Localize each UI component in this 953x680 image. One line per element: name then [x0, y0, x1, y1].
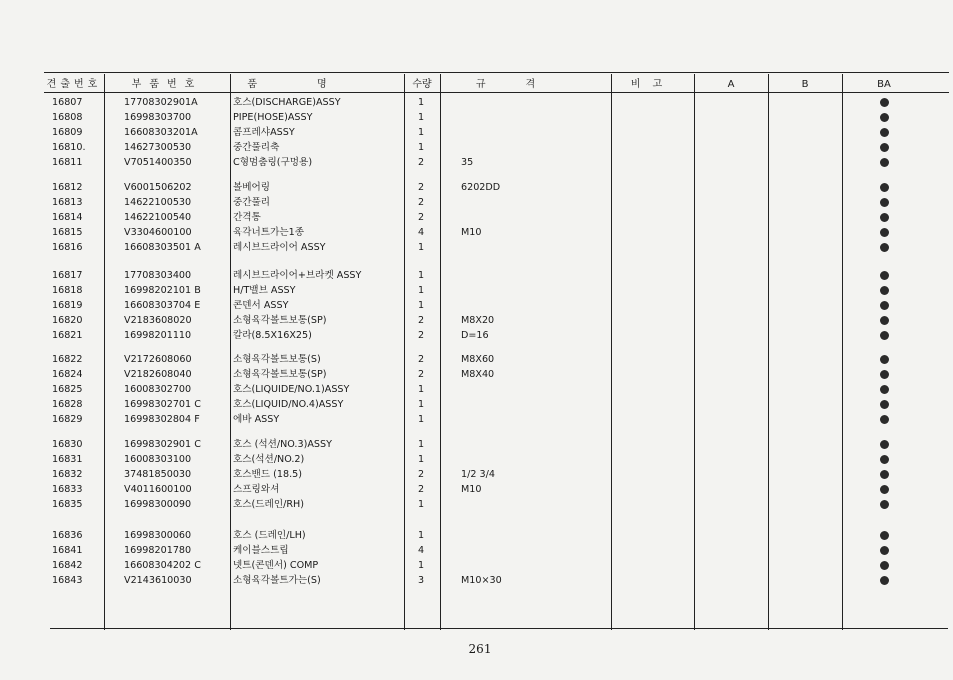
- row-number: 16821: [52, 330, 83, 341]
- row-part-number: 14627300530: [124, 142, 192, 153]
- row-spec: M8X40: [461, 369, 495, 380]
- row-part-name: 호스(LIQUID/NO.4)ASSY: [233, 399, 344, 410]
- row-number: 16812: [52, 182, 83, 193]
- row-number: 16813: [52, 197, 83, 208]
- ba-applicable-dot-icon: [880, 576, 889, 585]
- row-spec: 1/2 3/4: [461, 469, 495, 480]
- row-number: 16836: [52, 530, 83, 541]
- row-quantity: 2: [418, 330, 425, 341]
- header-ba: BA: [877, 79, 891, 90]
- row-quantity: 1: [418, 454, 425, 465]
- ba-applicable-dot-icon: [880, 415, 889, 424]
- row-quantity: 1: [418, 285, 425, 296]
- col-divider: [230, 74, 231, 630]
- row-part-number: 16998202101 B: [124, 285, 201, 296]
- ba-applicable-dot-icon: [880, 531, 889, 540]
- header-no: 견출번호: [46, 79, 102, 90]
- header-part-number: 부품번호: [131, 79, 203, 90]
- ba-applicable-dot-icon: [880, 355, 889, 364]
- row-spec: M8X60: [461, 354, 495, 365]
- row-quantity: 1: [418, 399, 425, 410]
- row-number: 16828: [52, 399, 83, 410]
- row-number: 16835: [52, 499, 83, 510]
- row-number: 16809: [52, 127, 83, 138]
- row-quantity: 1: [418, 384, 425, 395]
- header-spec: 규격: [475, 79, 576, 90]
- row-number: 16816: [52, 242, 83, 253]
- ba-applicable-dot-icon: [880, 455, 889, 464]
- row-spec: D=16: [461, 330, 489, 341]
- row-part-name: 에바 ASSY: [233, 414, 280, 425]
- row-part-name: 소형육각볼트보통(SP): [233, 369, 327, 380]
- ba-applicable-dot-icon: [880, 271, 889, 280]
- row-part-number: 16008303100: [124, 454, 192, 465]
- row-number: 16820: [52, 315, 83, 326]
- col-divider: [842, 74, 843, 630]
- row-part-name: 호스 (석션/NO.3)ASSY: [233, 439, 332, 450]
- row-part-number: V2172608060: [124, 354, 192, 365]
- row-quantity: 2: [418, 369, 425, 380]
- row-part-number: 14622100530: [124, 197, 192, 208]
- table-bottom-rule: [50, 628, 948, 629]
- row-part-number: 16998300090: [124, 499, 192, 510]
- row-part-number: V7051400350: [124, 157, 192, 168]
- row-part-name: 레시브드라이어 ASSY: [233, 242, 326, 253]
- row-part-number: 16998300060: [124, 530, 192, 541]
- row-part-number: 16008302700: [124, 384, 192, 395]
- ba-applicable-dot-icon: [880, 301, 889, 310]
- ba-applicable-dot-icon: [880, 113, 889, 122]
- row-part-name: 넷트(콘덴서) COMP: [233, 560, 319, 571]
- table-top-rule: [44, 72, 949, 73]
- col-divider: [440, 74, 441, 630]
- row-part-number: 16608303704 E: [124, 300, 201, 311]
- row-spec: 6202DD: [461, 182, 501, 193]
- row-part-name: 육각너트가는1종: [233, 227, 304, 238]
- row-part-number: 16998302804 F: [124, 414, 200, 425]
- row-spec: M10: [461, 227, 482, 238]
- row-quantity: 2: [418, 182, 425, 193]
- row-quantity: 1: [418, 300, 425, 311]
- row-part-number: 16998303700: [124, 112, 192, 123]
- row-part-name: 볼베어링: [233, 182, 271, 193]
- row-number: 16833: [52, 484, 83, 495]
- page-number: 261: [468, 642, 492, 656]
- ba-applicable-dot-icon: [880, 198, 889, 207]
- row-spec: M8X20: [461, 315, 495, 326]
- row-part-number: 16608303201A: [124, 127, 198, 138]
- row-part-name: 콘덴서 ASSY: [233, 300, 289, 311]
- row-quantity: 1: [418, 560, 425, 571]
- row-quantity: 1: [418, 97, 425, 108]
- row-number: 16814: [52, 212, 83, 223]
- header-quantity: 수량: [412, 79, 432, 90]
- row-part-number: 37481850030: [124, 469, 192, 480]
- row-part-name: 호스(DISCHARGE)ASSY: [233, 97, 341, 108]
- row-quantity: 3: [418, 575, 425, 586]
- row-quantity: 1: [418, 499, 425, 510]
- header-remark: 비고: [630, 79, 675, 90]
- row-part-name: 콤프레샤ASSY: [233, 127, 295, 138]
- row-quantity: 4: [418, 227, 425, 238]
- row-number: 16810.: [52, 142, 86, 153]
- row-part-name: 호스(드레인/RH): [233, 499, 304, 510]
- row-quantity: 1: [418, 242, 425, 253]
- row-number: 16822: [52, 354, 83, 365]
- header-bottom-rule: [44, 92, 949, 93]
- ba-applicable-dot-icon: [880, 183, 889, 192]
- row-spec: M10×30: [461, 575, 502, 586]
- ba-applicable-dot-icon: [880, 500, 889, 509]
- row-number: 16811: [52, 157, 83, 168]
- row-part-number: 16608303501 A: [124, 242, 201, 253]
- row-number: 16842: [52, 560, 83, 571]
- row-number: 16808: [52, 112, 83, 123]
- row-quantity: 1: [418, 414, 425, 425]
- row-part-number: 17708302901A: [124, 97, 198, 108]
- row-part-number: V2143610030: [124, 575, 192, 586]
- ba-applicable-dot-icon: [880, 143, 889, 152]
- ba-applicable-dot-icon: [880, 440, 889, 449]
- row-part-name: 소형육각볼트가는(S): [233, 575, 321, 586]
- row-number: 16841: [52, 545, 83, 556]
- row-part-name: C형멈춤링(구멍용): [233, 157, 313, 168]
- row-part-name: 중간풀리축: [233, 142, 280, 153]
- row-quantity: 1: [418, 530, 425, 541]
- row-part-name: 호스 (드레인/LH): [233, 530, 306, 541]
- row-part-number: 16998201780: [124, 545, 192, 556]
- ba-applicable-dot-icon: [880, 561, 889, 570]
- ba-applicable-dot-icon: [880, 158, 889, 167]
- row-part-number: 16998302901 C: [124, 439, 201, 450]
- row-part-name: 호스밴드 (18.5): [233, 469, 302, 480]
- row-quantity: 2: [418, 315, 425, 326]
- row-part-name: 호스(석션/NO.2): [233, 454, 305, 465]
- ba-applicable-dot-icon: [880, 370, 889, 379]
- ba-applicable-dot-icon: [880, 228, 889, 237]
- row-number: 16843: [52, 575, 83, 586]
- ba-applicable-dot-icon: [880, 470, 889, 479]
- header-b: B: [801, 79, 809, 90]
- ba-applicable-dot-icon: [880, 98, 889, 107]
- ba-applicable-dot-icon: [880, 485, 889, 494]
- row-part-name: 간격통: [233, 212, 261, 223]
- row-quantity: 2: [418, 212, 425, 223]
- row-quantity: 2: [418, 197, 425, 208]
- col-divider: [104, 74, 105, 630]
- row-part-name: 레시브드라이어+브라켓 ASSY: [233, 270, 362, 281]
- row-part-name: 호스(LIQUIDE/NO.1)ASSY: [233, 384, 350, 395]
- row-part-number: V2183608020: [124, 315, 192, 326]
- row-number: 16818: [52, 285, 83, 296]
- col-divider: [404, 74, 405, 630]
- row-quantity: 2: [418, 354, 425, 365]
- row-quantity: 1: [418, 270, 425, 281]
- row-number: 16807: [52, 97, 83, 108]
- row-number: 16815: [52, 227, 83, 238]
- col-divider: [768, 74, 769, 630]
- ba-applicable-dot-icon: [880, 316, 889, 325]
- ba-applicable-dot-icon: [880, 331, 889, 340]
- row-quantity: 4: [418, 545, 425, 556]
- col-divider: [694, 74, 695, 630]
- ba-applicable-dot-icon: [880, 286, 889, 295]
- row-part-name: 소형육각볼트보통(SP): [233, 315, 327, 326]
- row-part-number: 16608304202 C: [124, 560, 201, 571]
- row-number: 16824: [52, 369, 83, 380]
- row-quantity: 1: [418, 127, 425, 138]
- row-quantity: 1: [418, 142, 425, 153]
- row-part-name: PIPE(HOSE)ASSY: [233, 112, 313, 123]
- row-part-number: 14622100540: [124, 212, 192, 223]
- row-number: 16832: [52, 469, 83, 480]
- row-part-number: 16998201110: [124, 330, 192, 341]
- row-quantity: 2: [418, 157, 425, 168]
- row-part-name: 칼라(8.5X16X25): [233, 330, 312, 341]
- ba-applicable-dot-icon: [880, 385, 889, 394]
- ba-applicable-dot-icon: [880, 400, 889, 409]
- ba-applicable-dot-icon: [880, 243, 889, 252]
- row-part-number: V3304600100: [124, 227, 192, 238]
- row-number: 16830: [52, 439, 83, 450]
- row-quantity: 1: [418, 439, 425, 450]
- ba-applicable-dot-icon: [880, 213, 889, 222]
- row-part-name: 케이블스트립: [233, 545, 289, 556]
- row-number: 16829: [52, 414, 83, 425]
- row-part-name: 중간풀리: [233, 197, 271, 208]
- row-quantity: 1: [418, 112, 425, 123]
- col-divider: [611, 74, 612, 630]
- row-part-number: V6001506202: [124, 182, 192, 193]
- ba-applicable-dot-icon: [880, 128, 889, 137]
- row-spec: 35: [461, 157, 474, 168]
- row-part-number: V2182608040: [124, 369, 192, 380]
- row-part-name: H/T밸브 ASSY: [233, 285, 296, 296]
- row-number: 16831: [52, 454, 83, 465]
- header-part-name: 품명: [247, 79, 387, 90]
- row-part-number: 17708303400: [124, 270, 192, 281]
- row-quantity: 2: [418, 484, 425, 495]
- row-number: 16825: [52, 384, 83, 395]
- ba-applicable-dot-icon: [880, 546, 889, 555]
- row-part-name: 소형육각볼트보통(S): [233, 354, 321, 365]
- row-number: 16819: [52, 300, 83, 311]
- row-part-number: 16998302701 C: [124, 399, 201, 410]
- row-quantity: 2: [418, 469, 425, 480]
- header-a: A: [727, 79, 735, 90]
- row-part-name: 스프링와셔: [233, 484, 280, 495]
- row-number: 16817: [52, 270, 83, 281]
- row-part-number: V4011600100: [124, 484, 192, 495]
- row-spec: M10: [461, 484, 482, 495]
